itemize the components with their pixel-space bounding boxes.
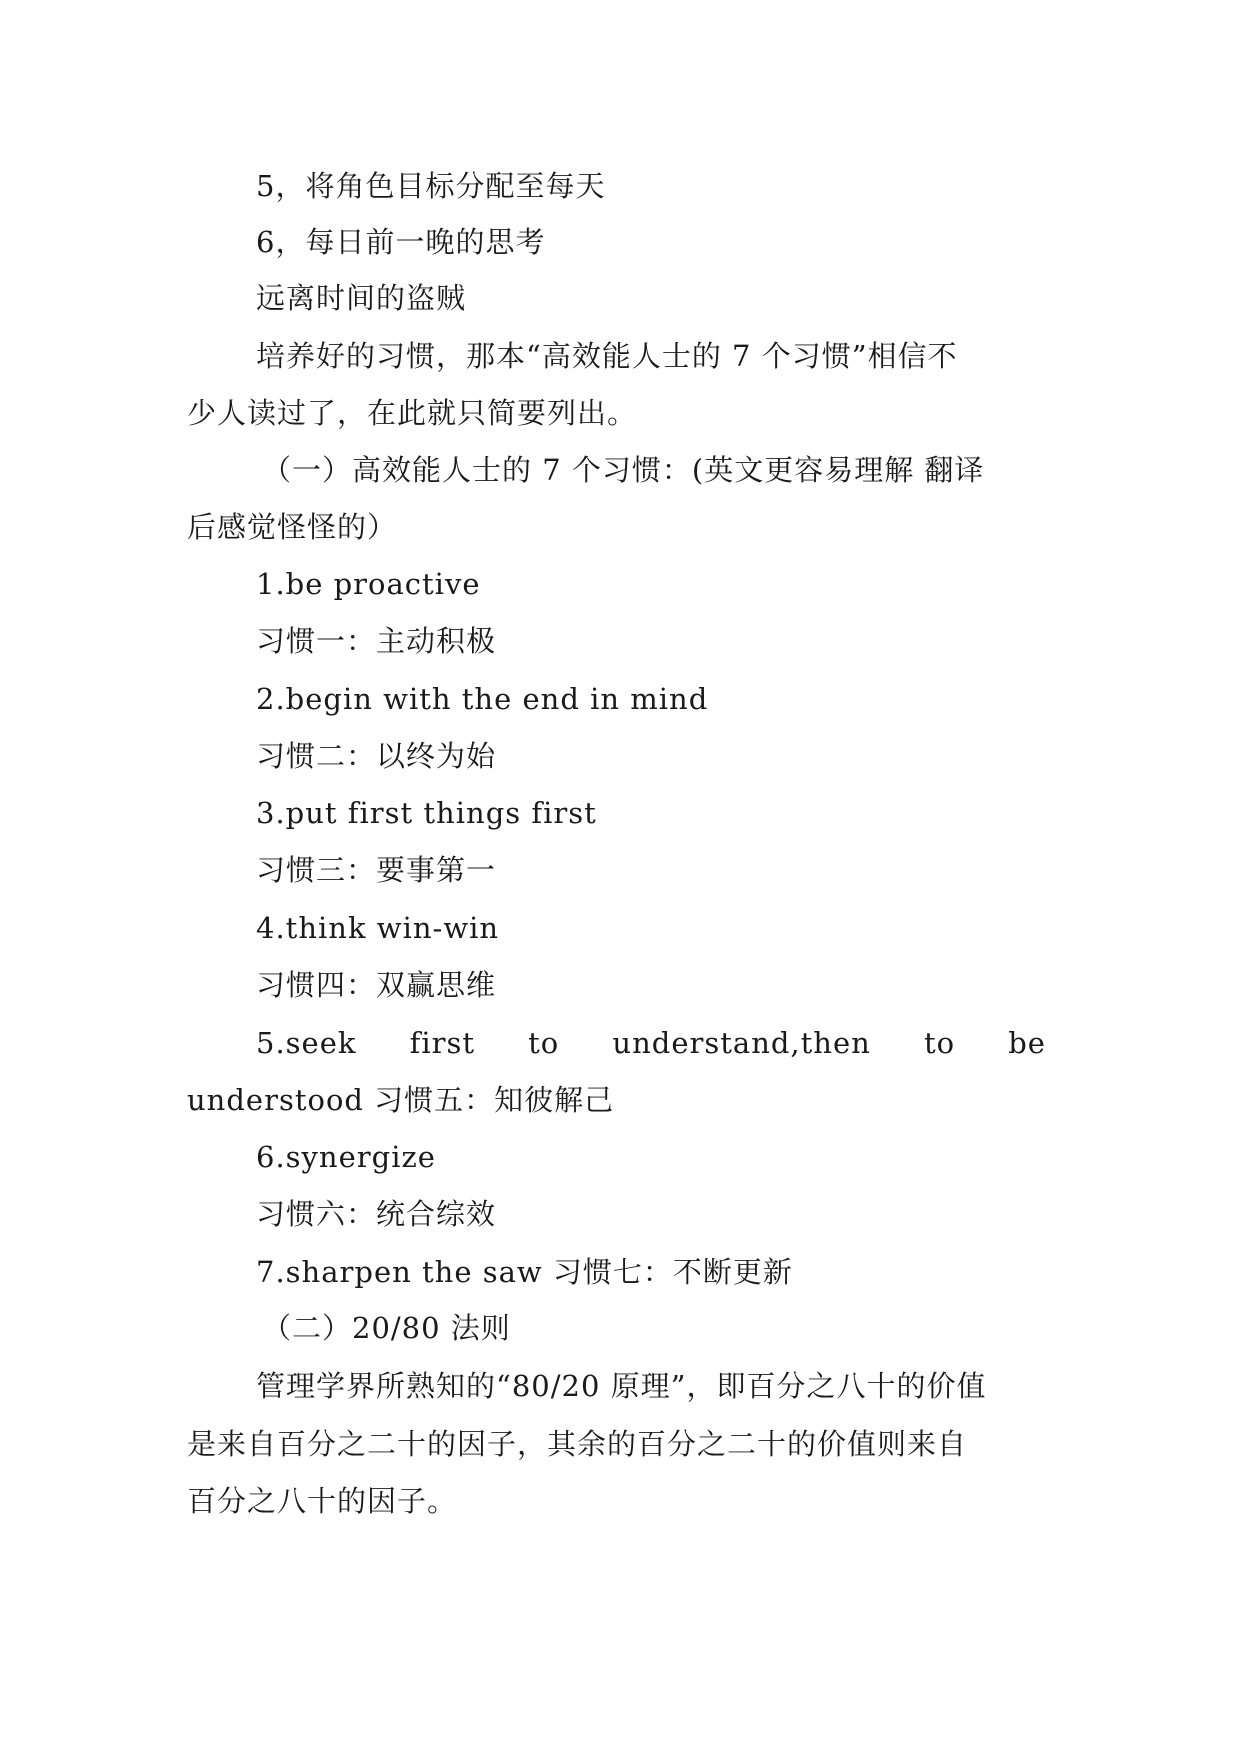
habit-chinese: 习惯二：以终为始 [256,739,497,773]
word: to [528,1026,560,1060]
text-line: 远离时间的盗贼 [256,281,467,315]
paragraph-line: 培养好的习惯，那本“高效能人士的 7 个习惯”相信不 [256,339,958,373]
word: first [409,1026,476,1060]
word: to [923,1026,956,1060]
paragraph-line: 管理学界所熟知的“80/20 原理”，即百分之八十的价值 [256,1369,987,1403]
section-heading-continued: 后感觉怪怪的） [187,510,398,544]
habit-chinese: 习惯六：统合综效 [256,1197,497,1231]
habit-english: 7.sharpen the saw 习惯七：不断更新 [256,1255,793,1289]
habit-chinese: 习惯四：双赢思维 [256,968,497,1002]
habit-english: 4.think win-win [256,911,500,945]
paragraph-line: 少人读过了，在此就只简要列出。 [187,396,638,430]
habit-english-justified [256,1025,1046,1061]
section-heading: （二）20/80 法则 [262,1311,511,1345]
text-line: 6，每日前一晚的思考 [256,225,546,259]
habit-english: 2.begin with the end in mind [256,682,709,716]
word: be [1008,1026,1046,1060]
paragraph-line: 百分之八十的因子。 [187,1484,458,1518]
habit-english: 3.put first things first [256,796,597,830]
habit-english: 6.synergize [256,1140,436,1174]
word: 5.seek [256,1026,357,1060]
habit-continued: understood 习惯五：知彼解己 [187,1083,615,1117]
text-line: 5，将角色目标分配至每天 [256,169,606,203]
word: understand,then [612,1026,871,1060]
section-heading: （一）高效能人士的 7 个习惯：(英文更容易理解 翻译 [262,453,985,487]
habit-english: 1.be proactive [256,567,481,601]
paragraph-line: 是来自百分之二十的因子，其余的百分之二十的价值则来自 [187,1427,968,1461]
habit-chinese: 习惯三：要事第一 [256,853,497,887]
habit-chinese: 习惯一：主动积极 [256,624,497,658]
